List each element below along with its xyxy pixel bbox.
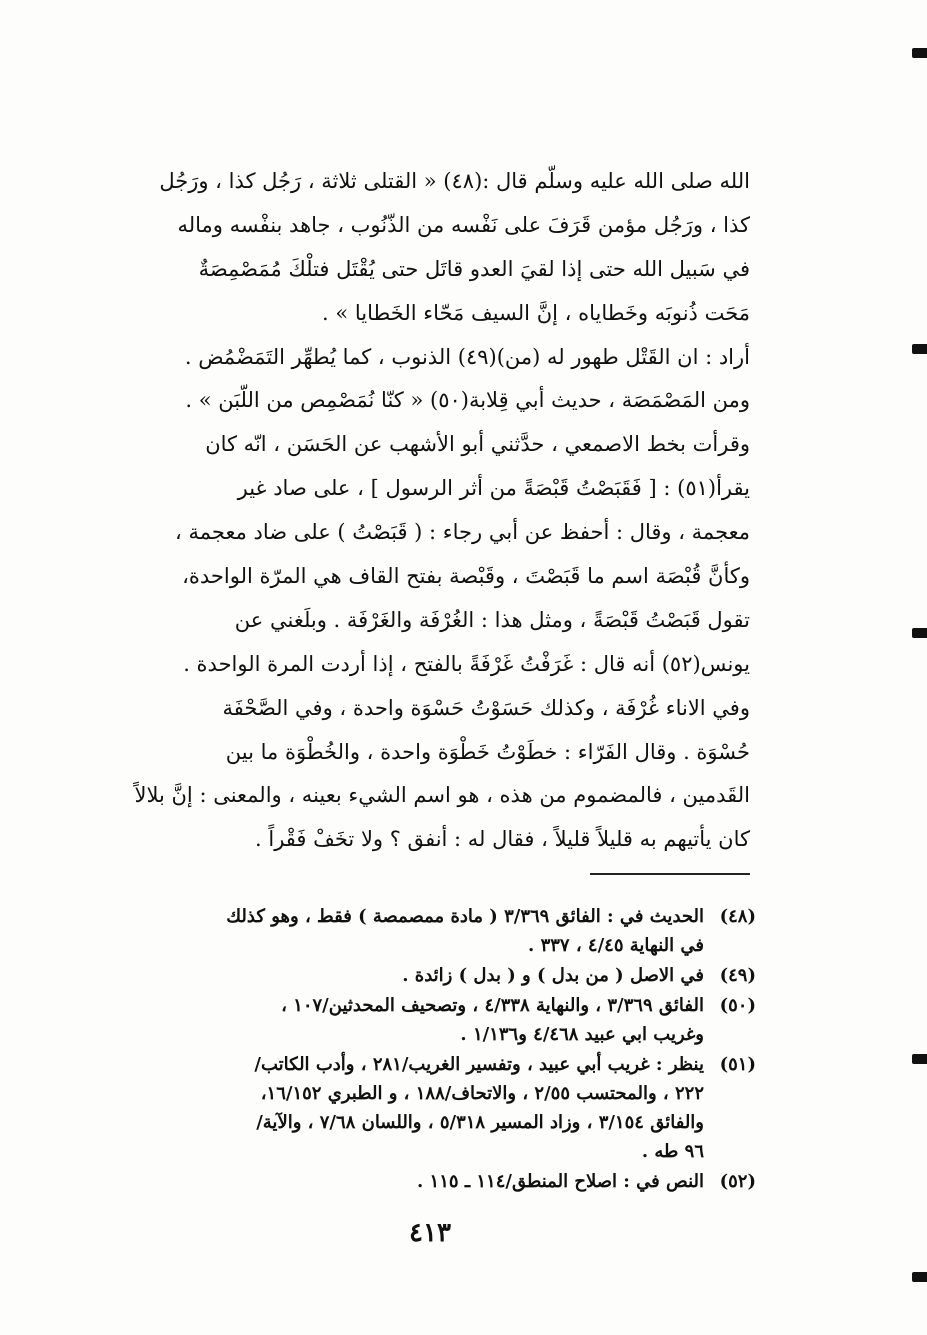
margin-mark: [912, 1272, 927, 1282]
main-text-line: كان يأتيهم به قليلاً قليلاً ، فقال له : أنفق ؟ ولا تخَفْ فَقْراً .: [255, 827, 750, 852]
main-text-block: [98, 160, 750, 862]
footnotes: [96, 902, 756, 1197]
main-text-line: كذا ، ورَجُل مؤمن قَرَفَ على نَفْسه من الذّنُوب ، جاهد بنفْسه وماله: [177, 212, 750, 237]
margin-mark: [912, 344, 927, 354]
footnote-line: الفائق ٣/٣٦٩ ، والنهاية ٤/٣٣٨ ، وتصحيف المحدثين/١٠٧ ،: [281, 995, 704, 1016]
footnote-52: [96, 1167, 756, 1196]
main-text-line: تقول قَبَصْتُ قَبْصَةً ، ومثل هذا : الغُرْفَة والغَرْفَة . وبلَغني عن: [234, 607, 750, 632]
footnote-51: [96, 1050, 756, 1166]
footnote-line: ينظر : غريب أبي عبيد ، وتفسير الغريب/٢٨١ ، وأدب الكاتب/: [254, 1054, 704, 1075]
main-text-line: وقرأت بخط الاصمعي ، حدَّثني أبو الأشهب عن الحَسَن ، انّه كان: [205, 432, 750, 457]
footnote-number: (٥٠): [719, 995, 756, 1016]
footnote-line: ٢٢٢ ، والمحتسب ٢/٥٥ ، والاتحاف/١٨٨ ، و الطبري ١٦/١٥٢،: [260, 1083, 704, 1104]
footnote-line: في النهاية ٤/٤٥ ، ٣٣٧ .: [528, 935, 704, 956]
margin-mark: [912, 1054, 927, 1064]
main-text-line: معجمة ، وقال : أحفظ عن أبي رجاء : ( قَبَصْتُ ) على ضاد معجمة ،: [175, 520, 750, 545]
footnote-line: وغريب ابي عبيد ٤/٤٦٨ و١/١٣٦ .: [460, 1024, 704, 1045]
main-text-line: يونس(٥٢) أنه قال : غَرَفْتُ غَرْفَةً بالفتح ، إذا أردت المرة الواحدة .: [183, 651, 750, 676]
main-text-line: وفي الاناء غُرْفَة ، وكذلك حَسَوْتُ حَسْوَة واحدة ، وفي الصَّحْفَة: [222, 695, 750, 720]
margin-mark: [912, 48, 927, 58]
main-text-line: الله صلى الله عليه وسلّم قال :(٤٨) « القتلى ثلاثة ، رَجُل كذا ، ورَجُل: [159, 169, 750, 193]
footnote-line: في الاصل ( من بدل ) و ( بدل ) زائدة .: [402, 965, 704, 986]
main-text-line: أراد : ان القَتْل طهور له (من)(٤٩) الذنوب ، كما يُطهِّر التَمَضْمُض .: [184, 344, 750, 369]
footnote-line: الحديث في : الفائق ٣/٣٦٩ ( مادة ممصمصة ) فقط ، وهو كذلك: [226, 906, 704, 927]
main-text-line: حُسْوَة . وقال الفَرّاء : خطَوْتُ خَطْوَة واحدة ، والخُطْوَة ما بين: [225, 739, 750, 764]
footnote-49: [96, 961, 756, 990]
main-text-line: القَدمين ، فالمضموم من هذه ، هو اسم الشيء بعينه ، والمعنى : إنَّ بلالاً: [134, 783, 750, 808]
main-text-line: مَحَت ذُنوبَه وخَطاياه ، إنَّ السيف مَحّاء الخَطايا » .: [322, 300, 750, 325]
footnote-number: (٤٨): [719, 906, 756, 927]
footnote-number: (٤٩): [719, 965, 756, 986]
page-number: ٤١٣: [409, 1218, 451, 1248]
main-text-line: وكأنَّ قُبْصَة اسم ما قَبَصْتَ ، وقَبْصة بفتح القاف هي المرّة الواحدة،: [182, 564, 750, 589]
main-text-line: يقرأ(٥١) : [ فَقَبَصْتُ قَبْصَةً من أثر الرسول ] ، على صاد غير: [237, 476, 750, 501]
footnote-line: النص في : اصلاح المنطق/١١٤ ـ ١١٥ .: [417, 1171, 704, 1192]
main-text-line: في سَبيل الله حتى إذا لقيَ العدو قاتَل حتى يُقْتَل فتلْكَ مُمَصْمِصَةٌ: [198, 256, 750, 281]
main-text-line: ومن المَصْمَصَة ، حديث أبي قِلابة(٥٠) « كنّا نُمَصْمِص من اللّبَن » .: [185, 388, 750, 413]
footnote-48: [96, 902, 756, 960]
footnote-separator: [590, 873, 750, 875]
footnote-50: [96, 991, 756, 1049]
footnote-line: والفائق ٣/١٥٤ ، وزاد المسير ٥/٣١٨ ، واللسان ٧/٦٨ ، والآية/: [256, 1112, 704, 1133]
footnote-number: (٥١): [719, 1054, 756, 1075]
margin-mark: [912, 628, 927, 638]
footnote-number: (٥٢): [719, 1171, 756, 1192]
footnote-line: ٩٦ طه .: [641, 1141, 704, 1162]
